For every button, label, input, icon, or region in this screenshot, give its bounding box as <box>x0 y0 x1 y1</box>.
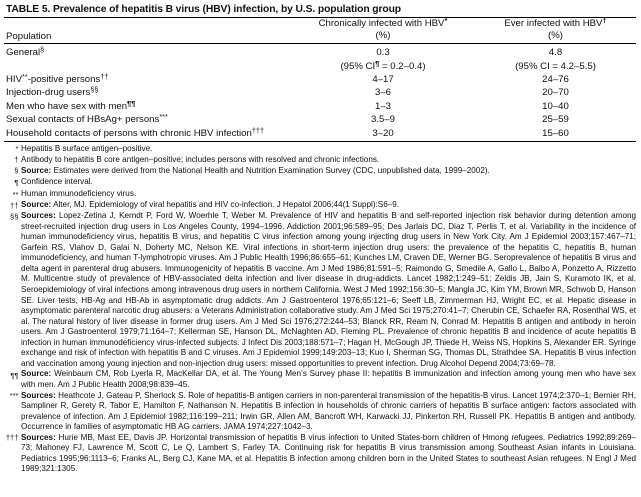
footnote-marker: ** <box>12 189 19 199</box>
cell-chronic-sexual-contacts: 3.5–9 <box>370 114 395 126</box>
footnote-body: Hepatitis B surface antigen–positive. <box>21 143 153 153</box>
cell-ever-msm: 10–40 <box>542 100 569 112</box>
row-inline-footnote-marker: ** <box>22 71 28 81</box>
footnote-marker: † <box>14 155 19 165</box>
header-chronic-footnote-marker: * <box>444 16 448 26</box>
footnote-body: Confidence interval. <box>21 176 93 186</box>
footnote-lead: Source: <box>21 165 52 175</box>
cell-ever-idu: 20–70 <box>542 87 569 99</box>
table-header <box>4 18 637 43</box>
row-label-injection-drug-users <box>4 86 292 100</box>
footnote-body: Antibody to hepatitis B core antigen–positive; includes persons with resolved and chronic infections. <box>21 154 380 164</box>
table-row <box>4 100 637 114</box>
cell-chronic-household-contacts: 3–20 <box>372 127 394 139</box>
cell-ever-general-ci: (95% CI = 4.2–5.5) <box>515 60 596 72</box>
row-footnote-marker: †† <box>100 71 109 81</box>
footnote-item <box>4 369 636 390</box>
header-ever-units: (%) <box>548 30 563 42</box>
row-label-hiv-positive-persons <box>4 73 292 87</box>
hbv-prevalence-table <box>4 18 637 43</box>
cell-chronic-general: 0.3 <box>376 47 390 58</box>
footnote-text <box>21 200 636 211</box>
header-chronic-units: (%) <box>375 30 391 42</box>
footnote-item <box>4 200 636 211</box>
table-row <box>4 73 637 87</box>
footnote-text <box>21 189 636 200</box>
cell-ever-general: 4.8 <box>548 47 563 58</box>
footnote-item <box>4 211 636 369</box>
footnote-text <box>21 369 636 390</box>
header-ever-label: Ever infected with HBV <box>504 18 603 29</box>
footnote-lead: Sources: <box>21 390 56 400</box>
row-label-text: Men who have sex with men <box>6 100 128 112</box>
cell-chronic-idu: 3–6 <box>374 87 391 99</box>
footnote-item <box>4 155 636 166</box>
footnote-lead: Sources: <box>21 432 56 442</box>
footnote-text <box>21 391 636 433</box>
footnote-marker: §§ <box>10 211 19 221</box>
cell-ever-sexual-contacts: 25–59 <box>542 114 569 126</box>
header-cell-population-blank <box>4 18 292 30</box>
header-cell-population: Population <box>6 30 52 42</box>
ci-prefix: (95% CI <box>340 60 376 72</box>
footnote-item <box>4 391 636 433</box>
footnotes-block <box>4 144 636 475</box>
table-row <box>4 127 637 141</box>
footnote-marker: * <box>15 144 19 154</box>
header-cell-ever <box>474 18 637 30</box>
row-label-text: Household contacts of persons with chronic HBV infection <box>6 127 252 139</box>
row-label-sexual-contacts <box>4 113 292 127</box>
header-row-1 <box>4 18 637 30</box>
footnote-item <box>4 166 636 177</box>
footnote-item <box>4 189 636 200</box>
footnote-text <box>21 155 636 166</box>
footnote-item <box>4 144 636 155</box>
footnote-text <box>21 211 636 369</box>
hbv-prevalence-table-body <box>4 44 637 141</box>
cell-chronic-msm: 1–3 <box>374 100 391 112</box>
row-label-blank <box>4 60 292 73</box>
footnote-marker: ††† <box>5 433 19 443</box>
footnote-body: Estimates were derived from the National Health and Nutrition Examination Survey (CDC, unpublished data, 1999–2002). <box>51 165 490 175</box>
footnote-body: Heathcote J, Gateau P, Sherlock S. Role of hepatitis-B antigen carriers in non-parenteral transmission of the hepatitis-B virus. Lancet 1974;2:370–1; Bernier RH, Sampliner R, Gerety R, Tabor E, Hamilton F, Nathanson N. Hepatitis B infection in households of chronic carriers of hepatitis B surface antigen: factors associated with prevalence of infection. Am J Epidemiol 1982;116:199–211; Irwin GR, Allen AM, Bancroft WH, Karwacki JJ, Pinkerton RH, Russell PK. Hepatitis B antigen and antibody. Occurrence in families of asymptomatic HB AG carriers. JAMA 1974;227:1042–3. <box>21 390 636 432</box>
header-chronic-label: Chronically infected with HBV <box>318 18 445 29</box>
footnote-body: Hurie MB, Mast EE, Davis JP. Horizontal transmission of hepatitis B virus infection to United States-born children of Hmong refugees. Pediatrics 1992;89:269–73; Mahoney FJ, Lawrence M, Scott C, Le Q, Lambert S, Farley TA. Continuing risk for hepatitis B virus transmission among Southeast Asian infants in Louisiana. Pediatrics 1995;96:1113–6; Franks AL, Berg CJ, Kane MA, et al. Hepatitis B infection among children born in the United States to southeast Asian refugees. N Engl J Med 1989;321:1305. <box>21 432 636 474</box>
table-title: TABLE 5. Prevalence of hepatitis B virus (HBV) infection, by U.S. population group <box>6 4 401 15</box>
table-row <box>4 86 637 100</box>
footnote-marker: †† <box>10 200 19 210</box>
header-row-2 <box>4 30 637 43</box>
table-row-ci <box>4 60 637 73</box>
footnote-body: Human immunodeficiency virus. <box>21 188 137 198</box>
footnote-text <box>21 433 636 475</box>
footnote-body: Alter, MJ. Epidemiology of viral hepatitis and HIV co-infection. J Hepatol 2006;44(1 Suppl):S6–9. <box>51 200 400 210</box>
footnote-marker: ¶¶ <box>10 370 19 380</box>
header-ever-footnote-marker: † <box>602 16 607 26</box>
ci-suffix: = 0.2–0.4) <box>379 60 426 72</box>
row-label-text: General <box>6 47 41 58</box>
footnote-item <box>4 177 636 189</box>
table-row <box>4 44 637 60</box>
header-cell-chronic <box>292 18 474 30</box>
row-footnote-marker: ††† <box>251 125 265 135</box>
row-footnote-marker: §§ <box>90 85 99 94</box>
row-footnote-marker: ¶¶ <box>127 98 136 108</box>
row-label-household-contacts <box>4 127 292 141</box>
row-label-text: Injection-drug users <box>6 87 91 99</box>
ci-footnote-marker: ¶ <box>375 58 380 68</box>
footnote-item <box>4 433 636 475</box>
table-bottom-rule <box>4 141 636 142</box>
row-label-msm <box>4 100 292 114</box>
footnote-marker: *** <box>9 391 19 401</box>
footnote-marker: ¶ <box>14 178 19 188</box>
footnote-lead: Sources: <box>21 211 56 221</box>
footnote-body: Lopez-Zetina J, Kerndt P, Ford W, Woerhle T, Weber M. Prevalence of HIV and hepatitis B and self-reported injection risk behavior during detention among street-recruited injection drug users in Los Angeles County, 1994–1996. Addiction 2001;96:589–95; Des Jarlais DC, Diaz T, Perlis T, et al. Variability in the incidence of human immunodeficiency virus, hepatitis B virus, and hepatitis C virus infection among young injecting drug users in New York City. Am J Epidemiol 2003;157:467–71; Garfein RS, Vlahov D, Galai N, Doherty MC, Nelson KE. Viral infections in short-term injection drug users: the prevalence of the hepatitis C, hepatitis B, human immunodeficiency, and human T-lymphotropic viruses. Am J Public Health 1996;86:655–61; Kunches LM, Craven DE, Werner BG. Seroprevalence of hepatitis B virus and delta agent in parenteral drug abusers. Immunogenicity of hepatitis B vaccine. Am J Med 1986;81:591–5; Raimondo G, Smedile A, Gallo L, Balbo A, Ponzetto A, Rizzetto M. Multicentre study of prevalence of HBV-associated delta infection and liver disease in drug-addicts. Lancet 1982;1:249–51; Zeldis JB, Jain S, Kuramoto IK, et al. Seroepidemiology of viral infections among intravenous drug users in northern California. West J Med 1992;156:30–5; Mangla JC, Kim YM, Brown MR, Schwob D, Hanson SE. Liver tests, HB-Ag and HB-Ab in asymptomatic drug addicts. Am J Gastroenterol 1976;65:121–6; Seeff LB, Zimmerman HJ, Wright EC, et al. Hepatic disease in asymptomatic parenteral narcotic drug abusers: a Veterans Administration collaborative study. Am J Med Sci 1975;270:41–7; Cherubin CE, Schaefer RA, Rosenthal WS, et al. The natural history of liver disease in former drug users. Am J Med Sci 1976;272:244–53; Blanck RR, Ream N, Conrad M. Hepatitis B antigen and antibody in heroin users. Am J Gastroenterol 1979;71:164–7; Kellerman SE, Hanson DL, McNaghten AD, Fleming PL. Prevalence of chronic hepatitis B and incidence of acute hepatitis B infection in human immunodeficiency virus-infected subjects. J Infect Dis 2003;188:571–7; Hagan H, McGough JP, Thiede H, Weiss NS, Hopkins S, Alexander ER. Syringe exchange and risk of infection with hepatitis B and C viruses. Am J Epidemiol 1999;149:203–13; Kuo I, Sherman SG, Thomas DL, Strathdee SA. Hepatitis B virus infection and vaccination among young injection and non-injection drug users: missed opportunities to prevent infection. Drug Alcohol Depend 2004;73:69–78. <box>21 211 636 368</box>
footnote-body: Weinbaum CM, Rob Lyerla R, MacKellar DA, et al. The Young Men’s Survey phase II: hepatitis B immunization and infection among young men who have sex with men. Am J Public Health 2008;98:839–45. <box>21 369 636 389</box>
cell-chronic-general-ci <box>292 60 474 73</box>
footnote-marker: § <box>14 166 19 176</box>
footnote-text <box>21 166 636 177</box>
footnote-text <box>21 177 636 188</box>
row-footnote-marker: § <box>40 44 45 54</box>
footnote-text <box>21 144 636 155</box>
row-label-text-cont: -positive persons <box>27 73 101 85</box>
table-row <box>4 113 637 127</box>
footnote-lead: Source: <box>21 200 52 210</box>
row-label-text: HIV <box>6 73 22 85</box>
cell-ever-household-contacts: 15–60 <box>542 127 569 139</box>
footnote-lead: Source: <box>21 369 52 379</box>
row-label-general <box>4 44 292 60</box>
row-footnote-marker: *** <box>159 112 168 122</box>
cell-ever-hiv: 24–76 <box>542 73 569 85</box>
cell-chronic-hiv: 4–17 <box>372 73 394 85</box>
row-label-text: Sexual contacts of HBsAg+ persons <box>6 114 160 126</box>
